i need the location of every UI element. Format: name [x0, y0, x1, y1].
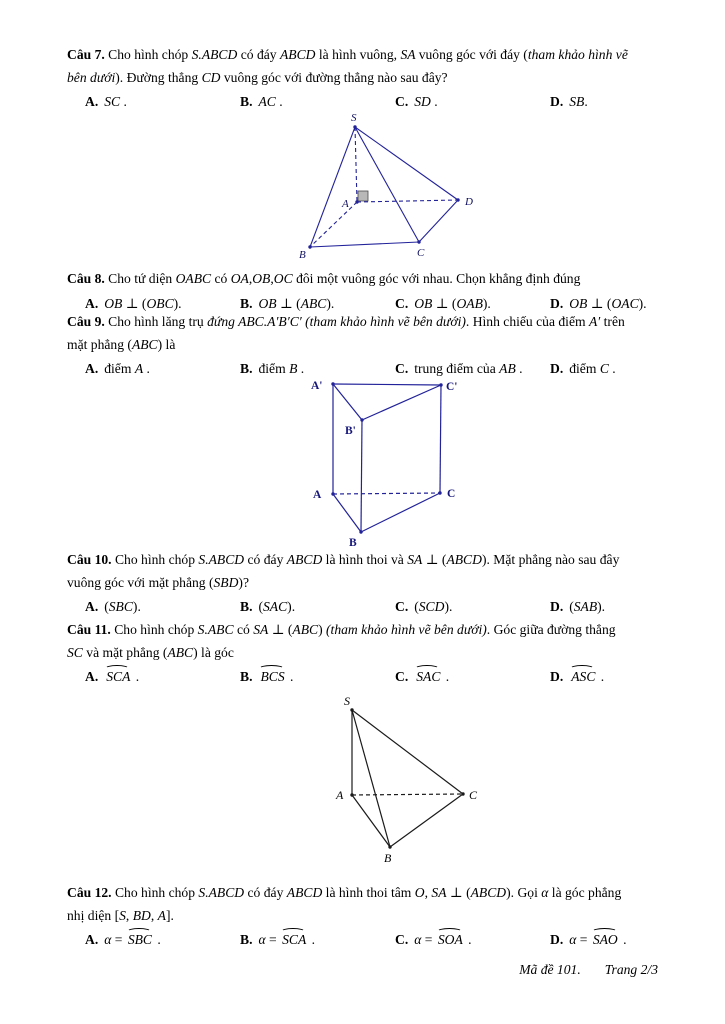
vertex-dot-A1: [331, 382, 334, 385]
edge-A-B: [352, 795, 390, 847]
text-run: vuông góc với đường thẳng nào sau đây?: [223, 69, 448, 85]
edge-A1-C1: [333, 384, 441, 385]
text-run: . Góc giữa đường thẳng: [486, 622, 616, 637]
question-11-line-2: [67, 642, 659, 665]
text-run: =: [576, 932, 591, 947]
text-run: C: [599, 361, 609, 376]
text-run: ). Đường thẳng: [115, 69, 202, 85]
text-run: điểm: [104, 361, 135, 376]
text-run: .: [464, 932, 472, 947]
text-run: ⊥ (: [122, 295, 147, 311]
text-run: ).: [482, 295, 491, 311]
text-run: α: [414, 932, 422, 947]
answer-option-C: [395, 929, 550, 952]
text-run: Câu 10.: [67, 552, 115, 567]
text-run: trên: [603, 314, 625, 329]
text-run: OAB: [456, 295, 483, 311]
text-run: OC: [273, 271, 297, 286]
text-run: AC: [258, 94, 276, 109]
text-run: S.ABCD: [191, 47, 241, 62]
text-run: .: [442, 669, 450, 684]
answer-option-A: [85, 358, 240, 381]
text-run: (tham khảo hình vẽ bên dưới): [326, 622, 487, 637]
text-run: ⊥ (: [432, 295, 457, 311]
question-9-line-2: [67, 334, 659, 357]
text-run: vuông góc với đáy (: [418, 47, 528, 62]
text-run: .: [584, 94, 588, 109]
question-9-line-1: [67, 311, 659, 334]
text-run: .: [597, 669, 605, 684]
edge-A1-B1: [333, 384, 362, 420]
option-letter: A.: [85, 295, 99, 311]
text-run: SBC: [126, 929, 154, 952]
text-run: ABC: [292, 622, 319, 637]
text-run: là hình thoi và: [325, 552, 408, 567]
vertex-dot-C: [438, 491, 441, 494]
text-run: Câu 11.: [67, 622, 115, 637]
question-10: [67, 549, 659, 619]
text-run: ABCD: [286, 552, 326, 567]
text-run: .: [608, 361, 616, 376]
right-angle-marker: [358, 191, 368, 201]
text-run: ).: [326, 295, 335, 311]
text-run: ,: [424, 885, 432, 900]
edge-A-C-dashed: [352, 794, 463, 795]
vertex-label-C: C: [417, 247, 425, 259]
option-letter: A.: [85, 94, 99, 109]
answer-option-D: [550, 596, 659, 619]
text-run: trung điểm của: [414, 361, 500, 376]
text-run: ) là: [157, 336, 176, 352]
text-run: SBC: [108, 599, 133, 614]
vertex-label-A: A: [313, 489, 322, 501]
vertex-label-C: C: [447, 488, 456, 500]
text-run: ABCD: [470, 885, 507, 900]
text-run: CD: [201, 69, 224, 85]
text-run: =: [111, 932, 126, 947]
text-run: ⊥ (: [276, 295, 301, 311]
text-run: ) là góc: [193, 644, 234, 660]
text-run: .: [430, 94, 438, 109]
text-run: ).: [444, 599, 453, 614]
text-run: SAC: [263, 599, 288, 614]
text-run: S.ABCD: [198, 885, 248, 900]
text-run: ⊥ (: [446, 885, 471, 900]
text-run: OABC: [175, 271, 215, 286]
question-8: [67, 268, 659, 315]
text-run: có đáy: [247, 885, 287, 900]
vertex-dot-B: [308, 245, 311, 248]
text-run: Cho hình lăng trụ: [108, 314, 208, 329]
text-run: OB: [414, 295, 433, 311]
text-run: SCA: [280, 929, 308, 952]
option-letter: D.: [550, 94, 564, 109]
vertex-label-A: A: [336, 788, 344, 802]
edge-S-A-dashed: [355, 127, 357, 202]
text-run: α: [541, 885, 552, 900]
text-run: =: [265, 932, 281, 947]
text-run: .: [619, 932, 627, 947]
answer-option-C: [395, 596, 550, 619]
option-letter: C.: [395, 361, 409, 376]
text-run: là hình vuông,: [318, 47, 401, 62]
text-run: OB: [258, 295, 277, 311]
text-run: SBD: [213, 574, 239, 590]
text-run: A: [157, 907, 166, 923]
text-run: Cho hình chóp: [114, 552, 199, 567]
option-letter: A.: [85, 932, 99, 947]
text-run: .: [297, 361, 305, 376]
edge-A-C-dashed: [333, 493, 440, 494]
option-letter: B.: [240, 669, 253, 684]
answer-option-B: [240, 596, 395, 619]
vertex-dot-S: [350, 708, 353, 711]
text-run: ABCD: [286, 885, 326, 900]
text-run: ⊥ (: [587, 295, 612, 311]
text-run: là hình thoi tâm: [325, 885, 415, 900]
option-letter: D.: [550, 932, 564, 947]
text-run: =: [421, 932, 436, 947]
text-run: ): [318, 622, 327, 637]
figure-pyramid-SABCD: [290, 110, 490, 260]
text-run: ).: [597, 599, 606, 614]
vertex-label-S: S: [351, 112, 357, 124]
option-letter: B.: [240, 361, 253, 376]
edge-A-D-dashed: [357, 200, 458, 202]
edge-B-C: [390, 794, 463, 847]
figure-tetrahedron-SABC: [300, 695, 500, 870]
text-run: α: [569, 932, 577, 947]
vertex-dot-C: [417, 240, 420, 243]
text-run: .: [275, 94, 283, 109]
option-letter: C.: [395, 94, 409, 109]
text-run: có: [214, 271, 231, 286]
text-run: ,: [150, 907, 158, 923]
page-footer: [519, 962, 658, 978]
text-run: O: [414, 885, 425, 900]
text-run: mặt phẳng (: [67, 336, 132, 352]
text-run: S: [119, 907, 126, 923]
text-run: ).: [638, 295, 647, 311]
edge-C-D: [419, 200, 458, 242]
text-run: SA: [400, 47, 419, 62]
text-run: OB: [569, 295, 588, 311]
edge-S-B: [310, 127, 355, 247]
text-run: ASC: [569, 666, 597, 689]
vertex-label-S: S: [344, 694, 350, 708]
answer-option-A: [85, 929, 240, 952]
text-run: SC: [67, 644, 87, 660]
option-letter: C.: [395, 932, 409, 947]
text-run: tham khảo hình vẽ: [527, 47, 628, 62]
option-letter: C.: [395, 295, 409, 311]
answer-option-D: [550, 358, 659, 381]
text-run: SCA: [104, 666, 132, 689]
option-letter: D.: [550, 599, 564, 614]
question-7: [67, 44, 659, 114]
option-letter: A.: [85, 599, 99, 614]
answer-option-A: [85, 91, 240, 114]
edge-S-D: [355, 127, 458, 200]
edge-S-C: [352, 710, 463, 794]
text-run: SD: [414, 94, 431, 109]
option-letter: B.: [240, 295, 253, 311]
vertex-dot-C1: [439, 383, 442, 386]
text-run: OB: [252, 271, 271, 286]
text-run: ABCD: [279, 47, 319, 62]
vertex-dot-C: [461, 792, 464, 795]
vertex-dot-S: [353, 125, 356, 128]
edge-S-B: [352, 710, 390, 847]
text-run: có đáy: [247, 552, 287, 567]
option-letter: B.: [240, 94, 253, 109]
text-run: ,: [248, 271, 253, 286]
option-letter: A.: [85, 669, 99, 684]
text-run: ⊥ (: [268, 622, 293, 637]
text-run: A: [134, 361, 144, 376]
answer-option-C: [395, 666, 550, 689]
text-run: ).: [132, 599, 141, 614]
text-run: BCS: [258, 666, 286, 689]
question-11-options: [67, 666, 659, 689]
answer-option-A: [85, 666, 240, 689]
text-run: SAO: [591, 929, 620, 952]
vertex-dot-A: [355, 200, 358, 203]
vertex-label-A: A: [342, 198, 349, 210]
text-run: OA: [230, 271, 249, 286]
text-run: ,: [125, 907, 133, 923]
option-letter: A.: [85, 361, 99, 376]
text-run: OBC: [146, 295, 174, 311]
option-letter: C.: [395, 599, 409, 614]
text-run: Cho hình chóp: [114, 622, 198, 637]
text-run: SCD: [418, 599, 445, 614]
vertex-dot-B: [359, 530, 362, 533]
text-run: ).: [173, 295, 182, 311]
text-run: ].: [165, 907, 174, 923]
text-run: (: [569, 599, 574, 614]
question-10-line-1: [67, 549, 659, 572]
text-run: (: [104, 599, 109, 614]
question-11: [67, 619, 659, 689]
vertex-dot-D: [456, 198, 459, 201]
exam-code: Mã đề 101.: [519, 962, 581, 977]
vertex-dot-B1: [360, 418, 363, 421]
text-run: điểm: [569, 361, 600, 376]
question-10-line-2: [67, 572, 659, 595]
text-run: ). Mặt phẳng nào sau đây: [481, 552, 620, 567]
text-run: α: [104, 932, 112, 947]
question-7-line-2: [67, 67, 659, 90]
text-run: OB: [104, 295, 123, 311]
question-12-line-1: [67, 882, 659, 905]
text-run: Câu 8.: [67, 271, 109, 286]
option-letter: D.: [550, 361, 564, 376]
question-11-line-1: [67, 619, 659, 642]
vertex-label-D: D: [465, 196, 473, 208]
vertex-label-A1: A': [311, 380, 323, 392]
option-letter: C.: [395, 669, 409, 684]
edge-C1-C: [440, 385, 441, 493]
text-run: .: [120, 94, 127, 109]
text-run: (: [414, 599, 419, 614]
answer-option-D: [550, 929, 659, 952]
page-number: Trang 2/3: [604, 962, 658, 977]
text-run: B: [289, 361, 298, 376]
text-run: vuông góc với mặt phẳng (: [67, 574, 214, 590]
text-run: có: [236, 622, 254, 637]
vertex-dot-A: [350, 793, 353, 796]
text-run: nhị diện [: [67, 907, 120, 923]
text-run: Câu 9.: [67, 314, 109, 329]
text-run: ⊥ (: [422, 552, 447, 567]
edge-A-B: [333, 494, 361, 532]
text-run: ABCD: [446, 552, 482, 567]
text-run: SB: [569, 94, 585, 109]
answer-option-A: [85, 596, 240, 619]
question-9: [67, 311, 659, 381]
text-run: BD: [132, 907, 151, 923]
text-run: là góc phẳng: [551, 885, 622, 900]
text-run: có đáy: [240, 47, 280, 62]
option-letter: D.: [550, 669, 564, 684]
question-7-line-1: [67, 44, 659, 67]
text-run: .: [515, 361, 523, 376]
answer-option-D: [550, 666, 659, 689]
text-run: SOA: [436, 929, 465, 952]
text-run: α: [258, 932, 266, 947]
vertex-label-B: B: [299, 249, 306, 261]
vertex-dot-B: [388, 845, 391, 848]
answer-option-B: [240, 929, 395, 952]
figure-prism-ABC-A1B1C1: [300, 373, 485, 553]
text-run: SA: [431, 885, 447, 900]
text-run: ABC: [300, 295, 327, 311]
text-run: S.ABC: [197, 622, 237, 637]
text-run: .: [286, 669, 294, 684]
option-letter: B.: [240, 932, 253, 947]
text-run: SAC: [414, 666, 442, 689]
edge-A-B-dashed: [310, 202, 357, 247]
question-10-options: [67, 596, 659, 619]
text-run: điểm: [258, 361, 290, 376]
answer-option-D: [550, 91, 659, 114]
question-12: [67, 882, 659, 952]
text-run: Cho hình chóp: [114, 885, 199, 900]
text-run: .: [132, 669, 140, 684]
text-run: .: [154, 932, 161, 947]
edge-B1-B: [361, 420, 362, 532]
text-run: SA: [407, 552, 423, 567]
text-run: Cho tứ diện: [108, 271, 176, 286]
question-12-line-2: [67, 905, 659, 928]
text-run: SAB: [573, 599, 598, 614]
text-run: (: [258, 599, 263, 614]
vertex-label-B1: B': [345, 425, 356, 437]
text-run: và mặt phẳng (: [86, 644, 168, 660]
text-run: đôi một vuông góc với nhau. Chọn khẳng định đúng: [296, 271, 581, 286]
text-run: OAC: [611, 295, 639, 311]
text-run: SC: [104, 94, 121, 109]
edge-B-C: [361, 493, 440, 532]
option-letter: B.: [240, 599, 253, 614]
vertex-label-C: C: [469, 788, 478, 802]
text-run: Câu 12.: [67, 885, 115, 900]
vertex-label-B: B: [384, 851, 392, 865]
vertex-dot-A: [331, 492, 334, 495]
text-run: ,: [270, 271, 274, 286]
text-run: S.ABCD: [198, 552, 248, 567]
text-run: ).: [287, 599, 296, 614]
text-run: Câu 7.: [67, 47, 109, 62]
text-run: ABC: [167, 644, 194, 660]
vertex-label-B: B: [349, 537, 357, 549]
text-run: )?: [238, 574, 249, 590]
question-8-line-1: [67, 268, 659, 291]
text-run: ABC: [131, 336, 158, 352]
text-run: .: [143, 361, 150, 376]
text-run: AB: [499, 361, 516, 376]
edge-B1-C1: [362, 385, 441, 420]
text-run: ). Gọi: [506, 885, 542, 900]
text-run: . Hình chiếu của điểm: [465, 314, 589, 329]
answer-option-B: [240, 666, 395, 689]
text-run: bên dưới: [67, 69, 116, 85]
edge-S-C: [355, 127, 419, 242]
edge-B-C: [310, 242, 419, 247]
text-run: SA: [253, 622, 269, 637]
text-run: A′: [588, 314, 604, 329]
vertex-label-C1: C': [446, 381, 458, 393]
text-run: .: [308, 932, 316, 947]
text-run: đứng ABC.A′B′C′ (tham khảo hình vẽ bên dưới): [207, 314, 466, 329]
question-12-options: [67, 929, 659, 952]
option-letter: D.: [550, 295, 564, 311]
text-run: Cho hình chóp: [108, 47, 192, 62]
